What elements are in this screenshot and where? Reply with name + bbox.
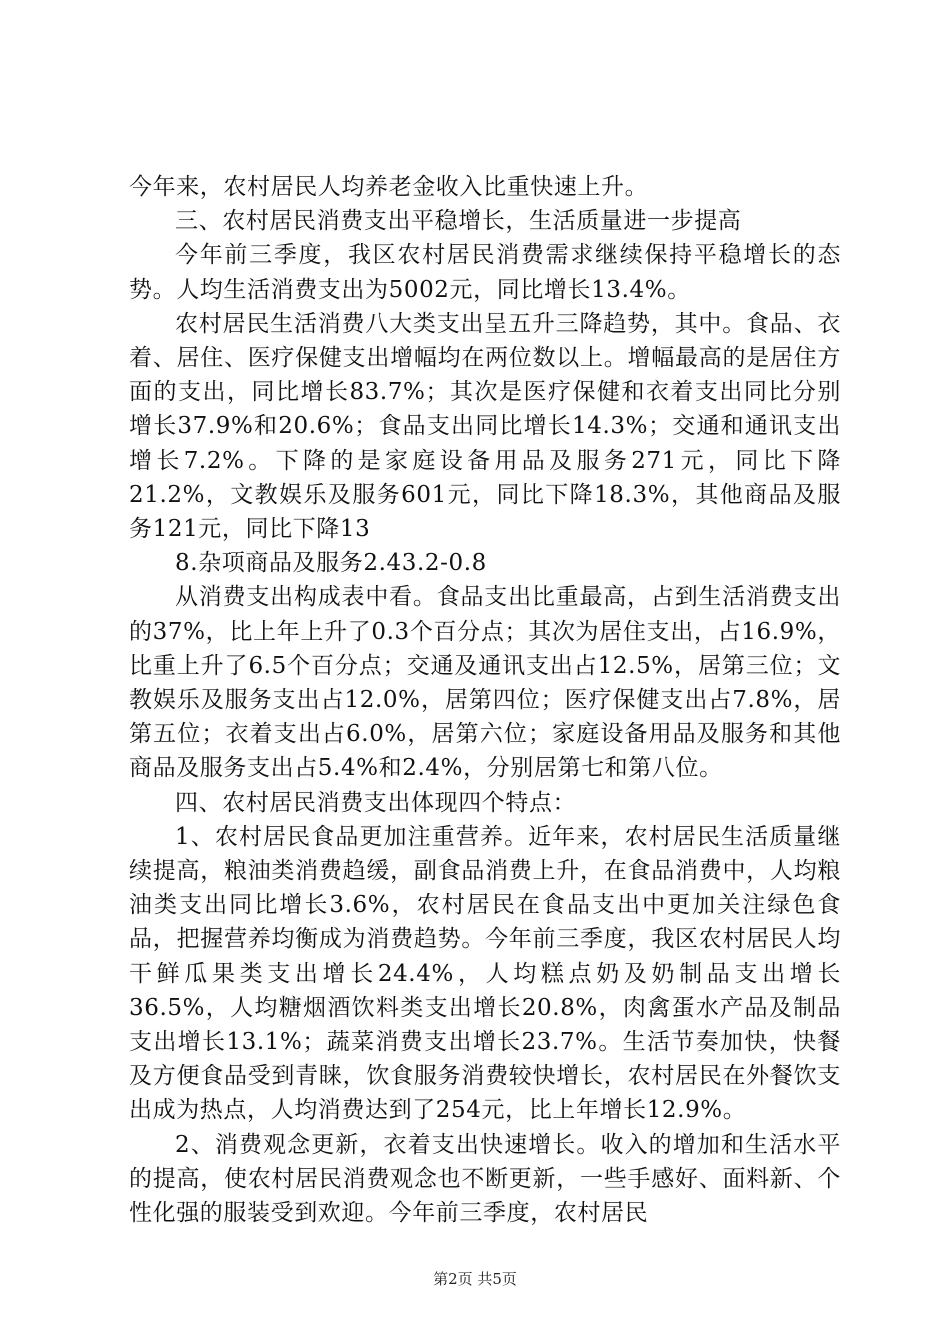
paragraph: 今年来，农村居民人均养老金收入比重快速上升。 bbox=[129, 174, 649, 200]
section-heading-3: 三、农村居民消费支出平稳增长，生活质量进一步提高 bbox=[175, 208, 742, 235]
paragraph: 农村居民生活消费八大类支出呈五升三降趋势，其中。食品、衣着、居住、医疗保健支出增幅均在两位数以上。增幅最高的是居住方面的支出，同比增长83.7%；其次是医疗保健和衣着支出同比分别增长37.9%和20.6%；食品支出同比增长14.3%；交通和通讯支出增长7.2%。下降的是家庭设备用品及服务271元，同比下降21.2%，文教娱乐及服务601元，同比下降18.3%，其他商品及服务121元，同比下降13 bbox=[129, 310, 841, 543]
page-footer: 第2页 共5页 bbox=[433, 1270, 517, 1288]
paragraph: 从消费支出构成表中看。食品支出比重最高，占到生活消费支出的37%，比上年上升了0.3个百分点；其次为居住支出，占16.9%，比重上升了6.5个百分点；交通及通讯支出占12.5%，居第三位；文教娱乐及服务支出占12.0%，居第四位；医疗保健支出占7.8%，居第五位；衣着支出占6.0%，居第六位；家庭设备用品及服务和其他商品及服务支出占5.4%和2.4%，分别居第七和第八位。 bbox=[129, 584, 841, 782]
paragraph: 8.杂项商品及服务2.43.2-0.8 bbox=[175, 550, 487, 577]
paragraph: 2、消费观念更新，衣着支出快速增长。收入的增加和生活水平的提高，使农村居民消费观念也不断更新，一些手感好、面料新、个性化强的服装受到欢迎。今年前三季度，农村居民 bbox=[129, 1131, 841, 1227]
document-body bbox=[129, 170, 841, 1230]
section-heading-4: 四、农村居民消费支出体现四个特点： bbox=[175, 789, 577, 816]
paragraph: 1、农村居民食品更加注重营养。近年来，农村居民生活质量继续提高，粮油类消费趋缓，副食品消费上升，在食品消费中，人均粮油类支出同比增长3.6%，农村居民在食品支出中更加关注绿色食品，把握营养均衡成为消费趋势。今年前三季度，我区农村居民人均干鲜瓜果类支出增长24.4%，人均糕点奶及奶制品支出增长36.5%，人均糖烟酒饮料类支出增长20.8%，肉禽蛋水产品及制品支出增长13.1%；蔬菜消费支出增长23.7%。生活节奏加快，快餐及方便食品受到青睐，饮食服务消费较快增长，农村居民在外餐饮支出成为热点，人均消费达到了254元，比上年增长12.9%。 bbox=[129, 823, 841, 1124]
paragraph: 今年前三季度，我区农村居民消费需求继续保持平稳增长的态势。人均生活消费支出为5002元，同比增长13.4%。 bbox=[129, 242, 841, 303]
